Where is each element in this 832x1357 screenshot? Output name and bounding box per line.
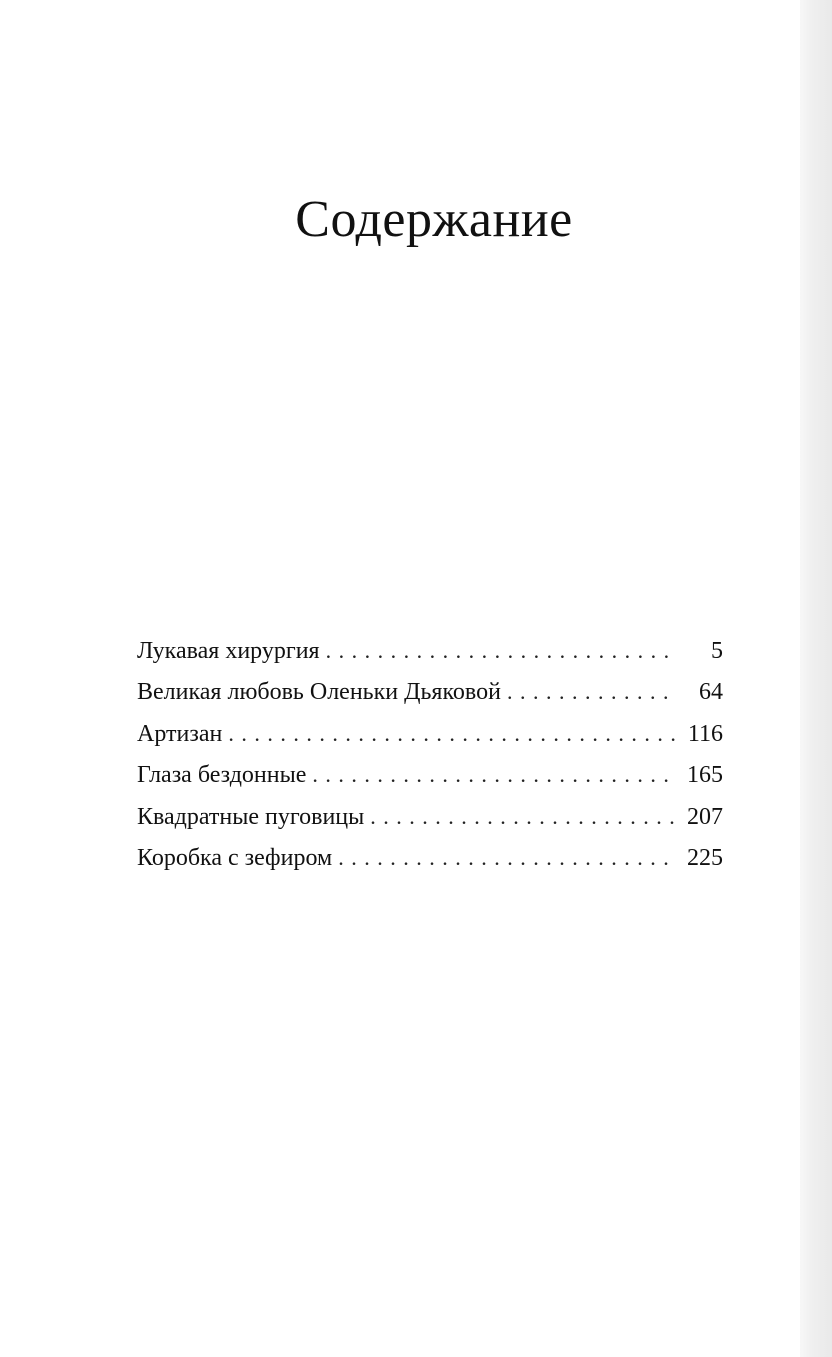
toc-entry[interactable]	[137, 796, 723, 837]
toc-entry[interactable]	[137, 630, 723, 671]
toc-entry-page: 116	[687, 720, 723, 747]
toc-entry-title: Великая любовь Оленьки Дьяковой	[137, 679, 501, 706]
toc-entry-page: 64	[699, 679, 723, 706]
toc-dot-leader	[507, 671, 675, 712]
toc-dot-leader	[370, 796, 675, 837]
toc-dot-leader	[228, 713, 675, 754]
page-edge-shadow	[800, 0, 832, 1357]
toc-entry-title: Лукавая хирургия	[137, 638, 320, 664]
toc-entry-title: Коробка с зефиром	[137, 844, 333, 871]
toc-entry[interactable]	[137, 713, 723, 754]
toc-dot-leader	[338, 837, 675, 878]
toc-entry[interactable]	[137, 837, 723, 878]
toc-entry[interactable]	[137, 671, 723, 712]
toc-entry-title: Квадратные пуговицы	[137, 803, 365, 830]
toc-dot-leader	[326, 630, 675, 671]
toc-entry-title: Глаза бездонные	[137, 762, 307, 789]
toc-entry[interactable]	[137, 754, 723, 795]
toc-entry-page: 5	[711, 638, 723, 664]
page-title: Содержание	[295, 191, 573, 248]
toc-dot-leader	[312, 754, 675, 795]
toc-entry-page: 165	[687, 762, 723, 789]
toc-entry-title: Артизан	[137, 720, 223, 747]
toc-entry-page: 225	[687, 844, 723, 871]
table-of-contents	[137, 630, 723, 878]
toc-entry-page: 207	[687, 803, 723, 830]
